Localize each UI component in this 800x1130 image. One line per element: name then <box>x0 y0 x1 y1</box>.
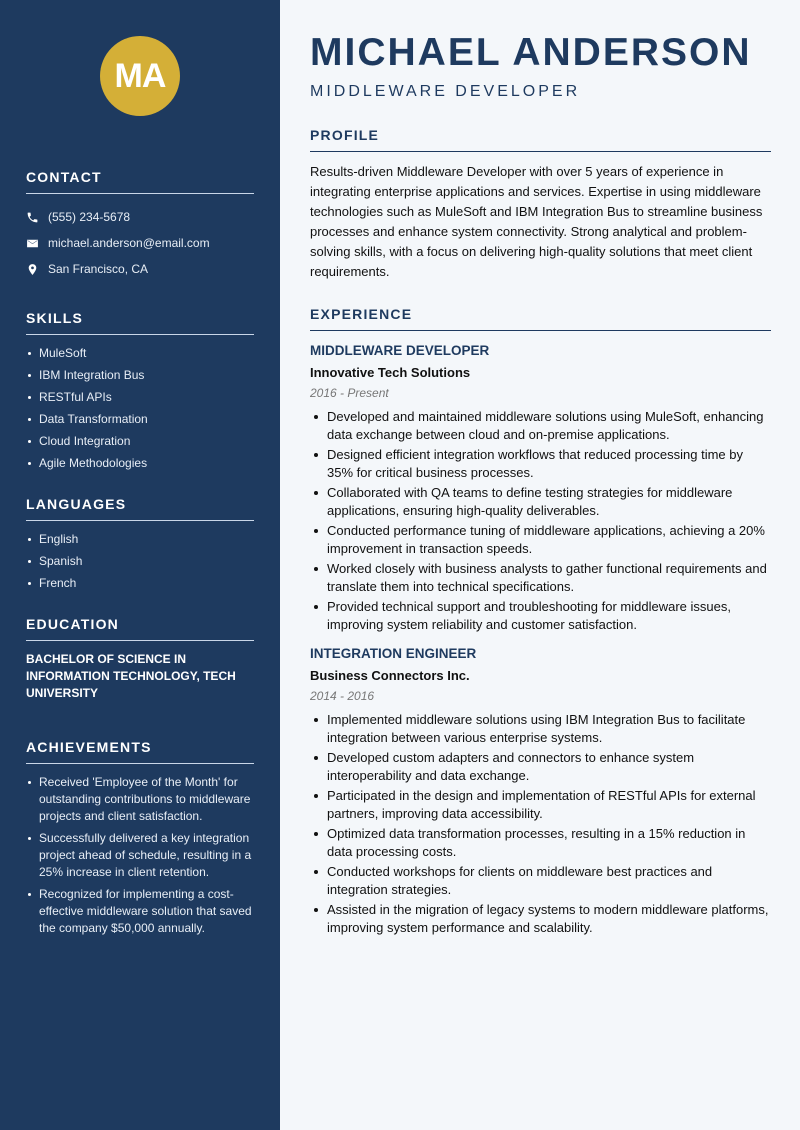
language-item: French <box>26 575 254 592</box>
skill-item: RESTful APIs <box>26 389 254 406</box>
candidate-name: MICHAEL ANDERSON <box>310 31 752 74</box>
languages-heading: LANGUAGES <box>26 496 254 521</box>
skill-item: IBM Integration Bus <box>26 367 254 384</box>
skills-heading: SKILLS <box>26 310 254 335</box>
email-icon <box>26 237 39 250</box>
job-dates: 2016 - Present <box>310 386 389 400</box>
job-entry <box>310 646 771 937</box>
experience-heading: EXPERIENCE <box>310 306 771 331</box>
job-company: Innovative Tech Solutions <box>310 365 471 380</box>
achievement-item: Recognized for implementing a cost-effective middleware solution that saved the company $50,000 annually. <box>26 886 254 937</box>
education-degree: BACHELOR OF SCIENCE IN INFORMATION TECHNOLOGY, TECH UNIVERSITY <box>26 652 236 700</box>
skills-section <box>26 310 254 472</box>
language-item: English <box>26 531 254 548</box>
job-bullet: Conducted workshops for clients on middleware best practices and integration strategies. <box>310 863 771 899</box>
profile-text: Results-driven Middleware Developer with over 5 years of experience in integrating enterprise applications and services. Expertise in using middleware technologies such as MuleSoft and IBM Integration Bus to streamline business processes and enhance system connectivity. Strong analytical and problem-solving skills, with a focus on delivering high-quality solutions that meet client requirements. <box>310 164 763 279</box>
location-pin-icon <box>26 263 39 276</box>
achievement-item: Received 'Employee of the Month' for outstanding contributions to middleware projects and client satisfaction. <box>26 774 254 825</box>
job-company: Business Connectors Inc. <box>310 668 470 683</box>
job-bullet: Collaborated with QA teams to define testing strategies for middleware applications, ensuring high-quality deliverables. <box>310 484 771 520</box>
contact-section <box>26 169 254 282</box>
phone-icon <box>26 211 39 224</box>
skill-item: MuleSoft <box>26 345 254 362</box>
skill-item: Agile Methodologies <box>26 455 254 472</box>
job-bullet: Developed custom adapters and connectors to enhance system interoperability and data exchange. <box>310 749 771 785</box>
job-bullet: Provided technical support and troubleshooting for middleware issues, improving system reliability and customer satisfaction. <box>310 598 771 634</box>
job-bullet: Implemented middleware solutions using IBM Integration Bus to facilitate integration between various enterprise systems. <box>310 711 771 747</box>
language-item: Spanish <box>26 553 254 570</box>
job-bullet: Participated in the design and implementation of RESTful APIs for external partners, improving data accessibility. <box>310 787 771 823</box>
profile-heading: PROFILE <box>310 127 771 152</box>
profile-section <box>310 127 771 282</box>
contact-email: michael.anderson@email.com <box>26 230 254 256</box>
job-bullet: Developed and maintained middleware solutions using MuleSoft, enhancing data exchange between cloud and on-premise applications. <box>310 408 771 444</box>
education-heading: EDUCATION <box>26 616 254 641</box>
job-bullet: Conducted performance tuning of middleware applications, achieving a 20% improvement in transaction speeds. <box>310 522 771 558</box>
job-bullet: Optimized data transformation processes, resulting in a 15% reduction in data processing costs. <box>310 825 771 861</box>
job-title: MIDDLEWARE DEVELOPER <box>310 343 490 358</box>
education-section <box>26 616 254 702</box>
main-content <box>310 0 771 939</box>
avatar: MA <box>100 36 180 116</box>
experience-section <box>310 306 771 937</box>
achievements-heading: ACHIEVEMENTS <box>26 739 254 764</box>
job-entry <box>310 343 771 634</box>
contact-location: San Francisco, CA <box>26 256 254 282</box>
achievements-section <box>26 739 254 937</box>
skill-item: Data Transformation <box>26 411 254 428</box>
job-bullet: Worked closely with business analysts to gather functional requirements and translate them into technical specifications. <box>310 560 771 596</box>
languages-section <box>26 496 254 592</box>
sidebar <box>0 0 280 1130</box>
job-dates: 2014 - 2016 <box>310 689 375 703</box>
skill-item: Cloud Integration <box>26 433 254 450</box>
candidate-title: MIDDLEWARE DEVELOPER <box>310 83 581 100</box>
achievement-item: Successfully delivered a key integration project ahead of schedule, resulting in a 25% increase in client retention. <box>26 830 254 881</box>
job-bullet: Assisted in the migration of legacy systems to modern middleware platforms, improving system performance and scalability. <box>310 901 771 937</box>
job-bullet: Designed efficient integration workflows that reduced processing time by 35% for critical business processes. <box>310 446 771 482</box>
contact-phone: (555) 234-5678 <box>26 204 254 230</box>
contact-heading: CONTACT <box>26 169 254 194</box>
job-title: INTEGRATION ENGINEER <box>310 646 477 661</box>
